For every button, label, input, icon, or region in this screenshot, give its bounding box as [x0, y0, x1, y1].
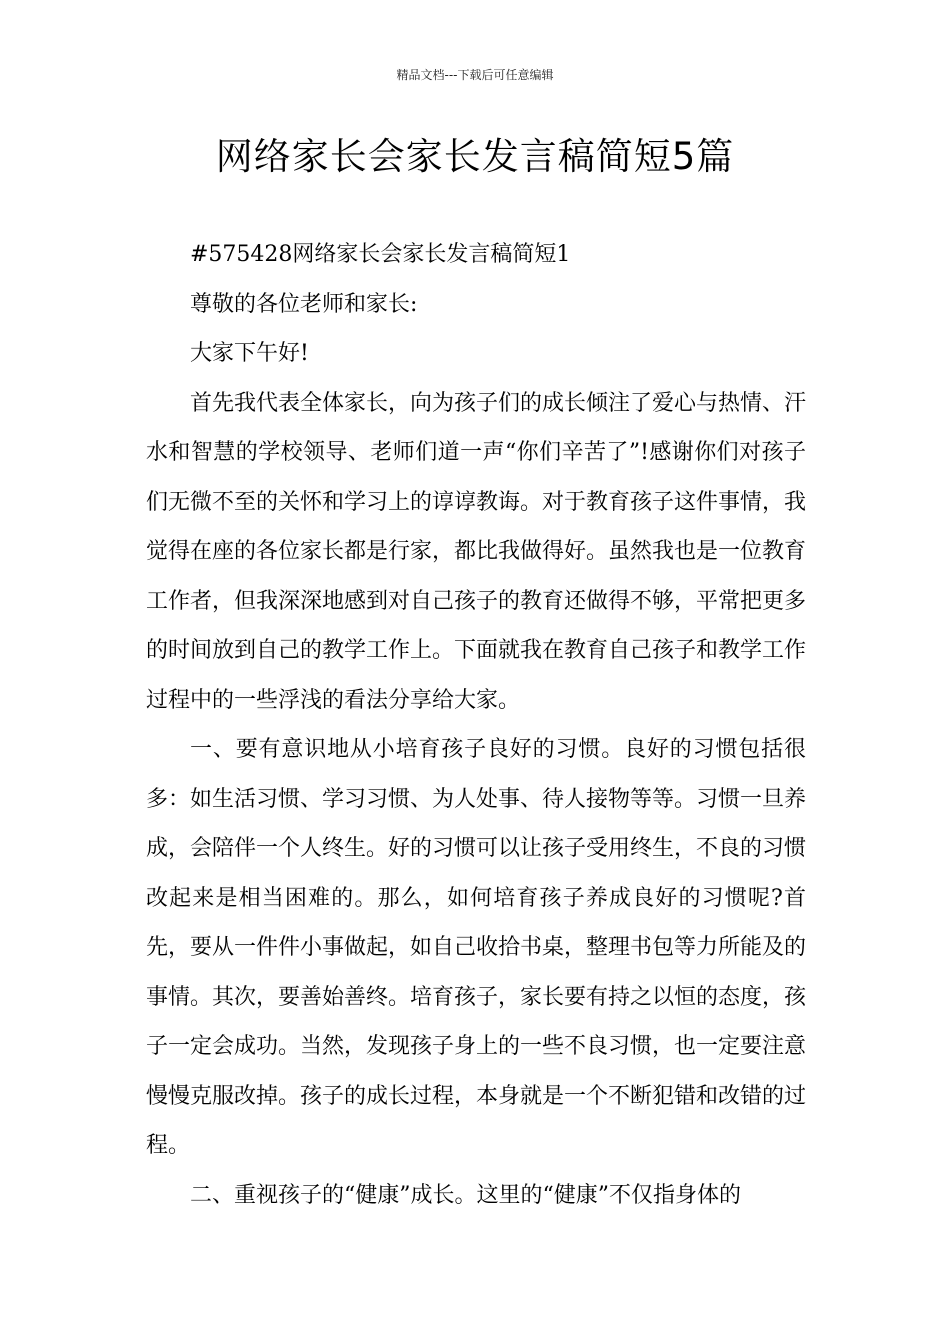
section-heading: #575428网络家长会家长发言稿简短1: [190, 242, 571, 267]
document-title: 网络家长会家长发言稿简短5篇: [215, 135, 735, 178]
paragraph-point-two: 二、重视孩子的“健康”成长。这里的“健康”不仅指身体的: [190, 1182, 741, 1208]
greeting: 大家下午好!: [190, 341, 309, 366]
salutation: 尊敬的各位老师和家长:: [190, 291, 418, 317]
paragraph-intro: 首先我代表全体家长，向为孩子们的成长倾注了爱心与热情、汗水和智慧的学校领导、老师们道一声“你们辛苦了”!感谢你们对孩子们无微不至的关怀和学习上的谆谆教诲。对于教育孩子这件事情，我觉得在座的各位家长都是行家，都比我做得好。虽然我也是一位教育工作者，但我深深地感到对自己孩子的教育还做得不够，平常把更多的时间放到自己的教学工作上。下面就我在教育自己孩子和教学工作过程中的一些浮浅的看法分享给大家。: [146, 390, 807, 713]
paragraph-point-one: 一、要有意识地从小培育孩子良好的习惯。良好的习惯包括很多：如生活习惯、学习习惯、为人处事、待人接物等等。习惯一旦养成，会陪伴一个人终生。好的习惯可以让孩子受用终生，不良的习惯改起来是相当困难的。那么，如何培育孩子养成良好的习惯呢?首先，要从一件件小事做起，如自己收拾书桌，整理书包等力所能及的事情。其次，要善始善终。培育孩子，家长要有持之以恒的态度，孩子一定会成功。当然，发现孩子身上的一些不良习惯，也一定要注意慢慢克服改掉。孩子的成长过程，本身就是一个不断犯错和改错的过程。: [146, 737, 807, 1158]
header-note: 精品文档---下载后可任意编辑: [396, 68, 554, 82]
document-body: [146, 230, 806, 1220]
